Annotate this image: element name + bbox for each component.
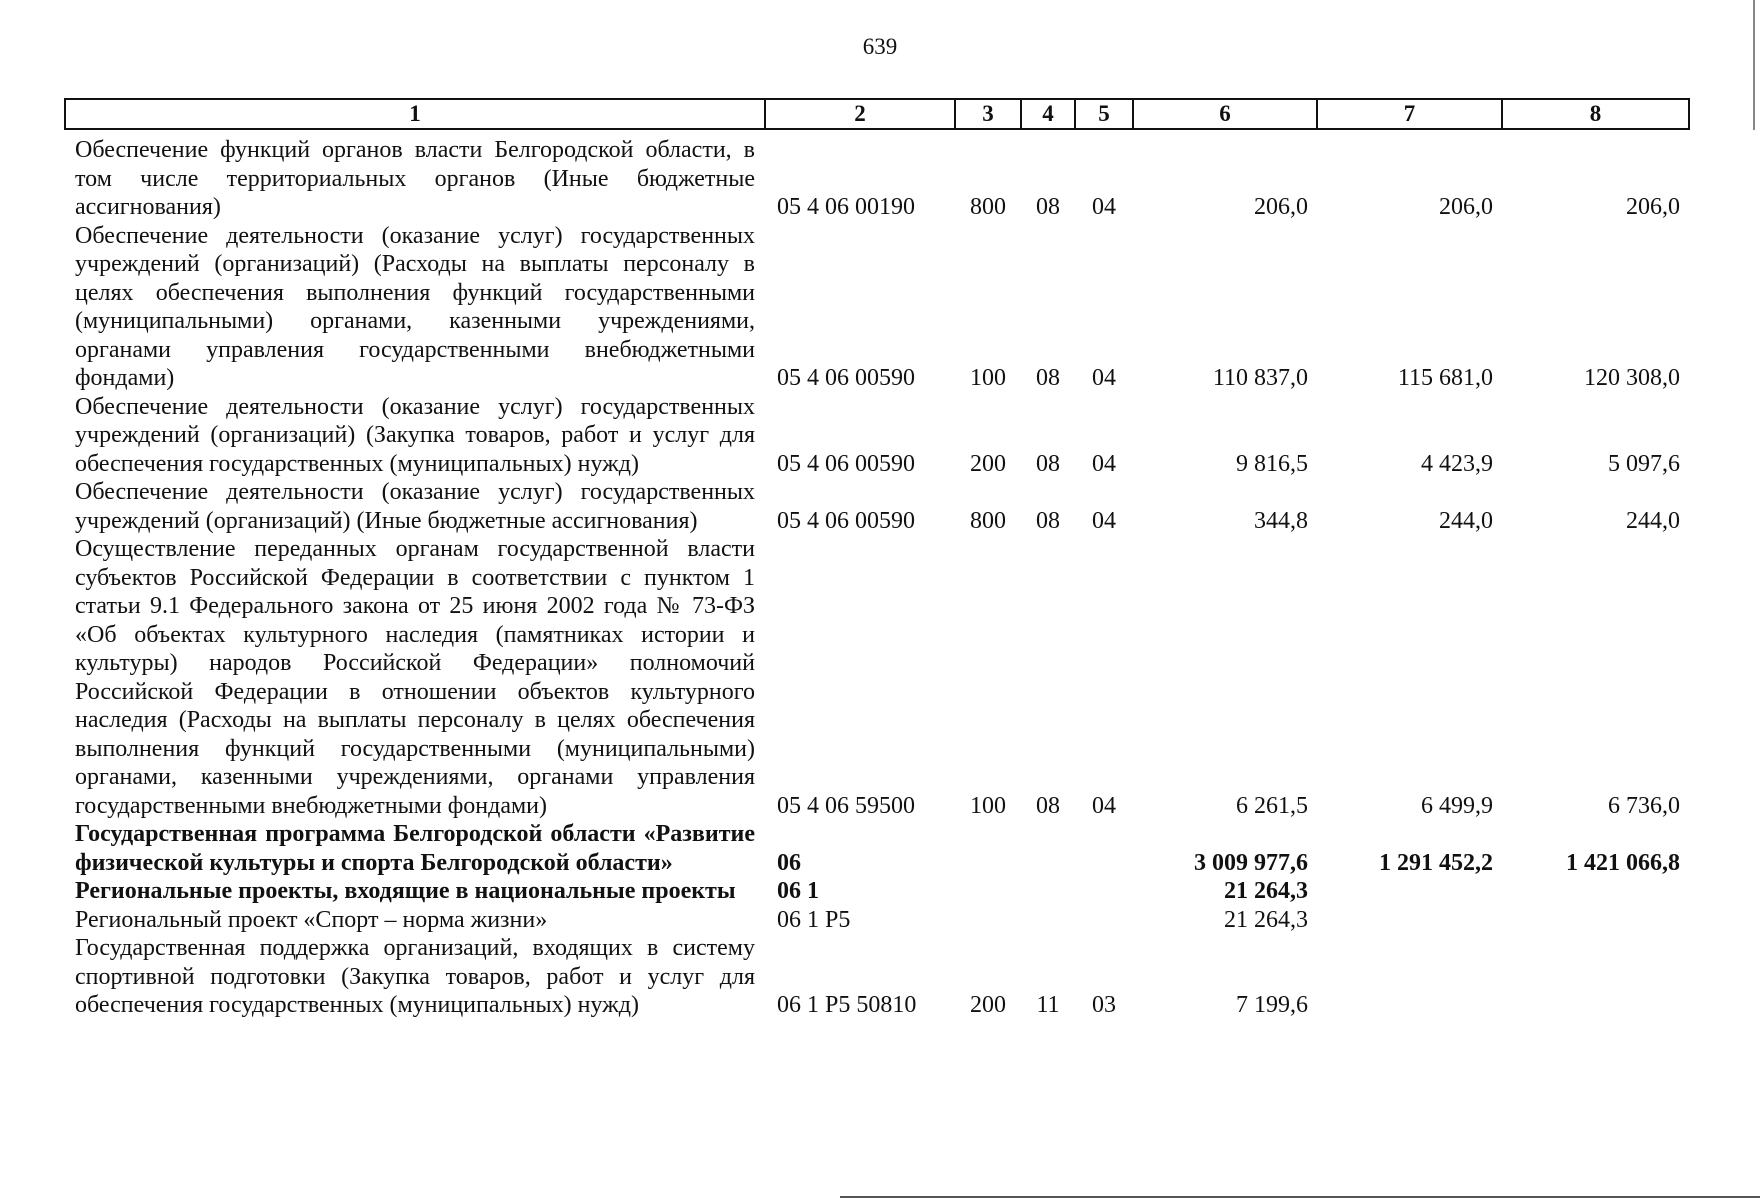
- row-value-7: [1317, 906, 1502, 935]
- row-value-7: [1317, 877, 1502, 906]
- header-col-3: 3: [955, 99, 1021, 129]
- row-name: Государственная поддержка организаций, входящих в систему спортивной подготовки (Закупка товаров, работ и услуг для обеспечения государственных (муниципальных) нужд): [75, 935, 755, 1018]
- row-value-7: 4 423,9: [1421, 450, 1493, 477]
- row-vr: [955, 820, 1021, 877]
- row-rz: 11: [1036, 992, 1060, 1018]
- row-value-8: 1 421 066,8: [1566, 849, 1680, 876]
- row-vr: [955, 906, 1021, 935]
- row-value-7: 206,0: [1439, 194, 1493, 220]
- header-col-1: 1: [65, 99, 765, 129]
- table-row-subprogram: [65, 877, 1689, 906]
- row-value-6: 9 816,5: [1236, 450, 1308, 477]
- row-name: Обеспечение деятельности (оказание услуг) государственных учреждений (организаций) (Расходы на выплаты персоналу в целях обеспечения выполнения функций государственными (муниципальными) органами, казенными учреждениями, органами управления государственными внебюджетными фондами): [75, 222, 755, 391]
- row-name: Обеспечение деятельности (оказание услуг) государственных учреждений (организаций) (Иные бюджетные ассигнования): [75, 479, 755, 534]
- header-col-6: 6: [1133, 99, 1317, 129]
- header-col-7: 7: [1317, 99, 1502, 129]
- table-row: [65, 222, 1689, 393]
- row-value-8: 5 097,6: [1608, 450, 1680, 477]
- row-value-8: 6 736,0: [1608, 792, 1680, 819]
- row-rz: 08: [1036, 792, 1060, 819]
- row-code: 05 4 06 59500: [777, 792, 915, 819]
- row-pr: 04: [1092, 450, 1116, 477]
- row-code: 06 1 P5: [777, 906, 851, 933]
- row-code: 05 4 06 00190: [777, 194, 915, 220]
- scan-edge-line: [1753, 0, 1755, 130]
- row-vr: [955, 877, 1021, 906]
- row-value-6: 206,0: [1254, 194, 1308, 220]
- row-value-6: 344,8: [1254, 507, 1308, 534]
- row-pr: 04: [1092, 194, 1116, 220]
- row-value-6: 3 009 977,6: [1194, 849, 1308, 876]
- row-value-7: 1 291 452,2: [1379, 849, 1493, 876]
- row-value-6: 110 837,0: [1212, 365, 1308, 391]
- row-value-8: [1502, 877, 1689, 906]
- row-code: 06 1: [777, 878, 819, 904]
- row-code: 06 1 P5 50810: [777, 992, 917, 1018]
- table-row: [65, 535, 1689, 820]
- row-value-8: [1502, 906, 1689, 935]
- row-name: Обеспечение деятельности (оказание услуг) государственных учреждений (организаций) (Закупка товаров, работ и услуг для обеспечения государственных (муниципальных) нужд): [75, 393, 755, 477]
- row-rz: [1021, 820, 1075, 877]
- row-vr: 800: [970, 194, 1006, 220]
- row-pr: [1075, 820, 1133, 877]
- row-vr: 200: [970, 992, 1006, 1018]
- page-number: 639: [862, 34, 898, 59]
- table-row: [65, 906, 1689, 935]
- row-value-7: 244,0: [1439, 507, 1493, 534]
- header-col-5: 5: [1075, 99, 1133, 129]
- header-col-2: 2: [765, 99, 955, 129]
- row-pr: 04: [1092, 507, 1116, 534]
- row-vr: 100: [970, 365, 1006, 391]
- table-row: [65, 393, 1689, 479]
- row-rz: 08: [1036, 194, 1060, 220]
- row-value-8: 120 308,0: [1584, 365, 1680, 391]
- row-value-6: 21 264,3: [1224, 906, 1308, 933]
- table-row: [65, 478, 1689, 535]
- row-name: Региональные проекты, входящие в национальные проекты: [75, 878, 736, 904]
- row-rz: 08: [1036, 365, 1060, 391]
- row-code: 05 4 06 00590: [777, 450, 915, 477]
- table-row: [65, 934, 1689, 1020]
- row-code: 05 4 06 00590: [777, 365, 915, 391]
- row-rz: [1021, 877, 1075, 906]
- row-value-6: 6 261,5: [1236, 792, 1308, 819]
- row-rz: 08: [1036, 450, 1060, 477]
- row-value-7: 6 499,9: [1421, 792, 1493, 819]
- table-row-program: [65, 820, 1689, 877]
- row-name: Государственная программа Белгородской области «Развитие физической культуры и спорта Белгородской области»: [75, 821, 755, 876]
- row-value-8: [1502, 934, 1689, 1020]
- table-row: [65, 129, 1689, 222]
- row-vr: 100: [970, 792, 1006, 819]
- row-vr: 800: [970, 507, 1006, 534]
- row-pr: [1075, 877, 1133, 906]
- row-pr: [1075, 906, 1133, 935]
- row-rz: [1021, 906, 1075, 935]
- row-pr: 03: [1092, 992, 1116, 1018]
- row-name: Региональный проект «Спорт – норма жизни»: [75, 906, 548, 933]
- row-value-6: 21 264,3: [1224, 878, 1308, 904]
- row-name: Осуществление переданных органам государственной власти субъектов Российской Федерации в соответствии с пунктом 1 статьи 9.1 Федерального закона от 25 июня 2002 года № 73-ФЗ «Об объектах культурного наследия (памятниках истории и культуры) народов Российской Федерации» полномочий Российской Федерации в отношении объектов культурного наследия (Расходы на выплаты персоналу в целях обеспечения выполнения функций государственными (муниципальными) органами, казенными учреждениями, органами управления государственными внебюджетными фондами): [75, 536, 755, 819]
- row-value-7: 115 681,0: [1397, 365, 1493, 391]
- header-col-8: 8: [1502, 99, 1689, 129]
- row-value-8: 244,0: [1626, 507, 1680, 534]
- row-value-8: 206,0: [1626, 194, 1680, 220]
- row-code: 05 4 06 00590: [777, 507, 915, 534]
- scan-bottom-line: [840, 1196, 1760, 1198]
- row-rz: 08: [1036, 507, 1060, 534]
- budget-table: [64, 98, 1690, 1020]
- header-col-4: 4: [1021, 99, 1075, 129]
- row-name: Обеспечение функций органов власти Белгородской области, в том числе территориальных органов (Иные бюджетные ассигнования): [75, 137, 755, 220]
- row-value-7: [1317, 934, 1502, 1020]
- row-pr: 04: [1092, 365, 1116, 391]
- row-value-6: 7 199,6: [1236, 992, 1308, 1018]
- header-row: [65, 99, 1689, 129]
- row-pr: 04: [1092, 792, 1116, 819]
- row-code: 06: [777, 849, 801, 876]
- row-vr: 200: [970, 450, 1006, 477]
